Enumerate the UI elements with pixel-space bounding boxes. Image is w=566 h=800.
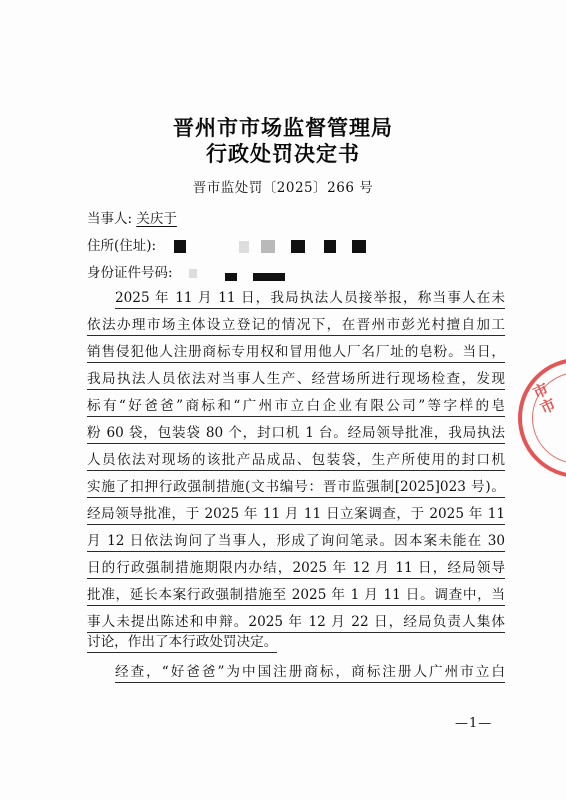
body-line: 事人未提出陈述和申辩。2025 年 12 月 22 日，经局负责人集体 <box>87 612 505 633</box>
body-line: 实施了扣押行政强制措施(文书编号：晋市监强制[2025]023 号)。 <box>87 477 505 498</box>
party-id-row <box>87 261 285 281</box>
party-id-label: 身份证件号码: <box>87 265 173 281</box>
document-number: 晋市监处罚〔2025〕266 号 <box>192 180 374 196</box>
official-seal <box>518 358 566 478</box>
body-line: 月 12 日依法询问了当事人，形成了询问笔录。因本案未能在 30 <box>87 531 505 552</box>
document-title-type: 行政处罚决定书 <box>206 141 360 166</box>
redaction-block <box>291 240 305 253</box>
body-line: 日的行政强制措施期限内办结，2025 年 12 月 11 日，经局领导 <box>87 558 505 579</box>
redaction-block <box>352 240 366 253</box>
body-line: 讨论，作出了本行政处罚决定。 <box>87 632 277 653</box>
redaction-block <box>189 269 197 278</box>
party-address-row <box>87 234 366 254</box>
party-address-label: 住所(住址): <box>87 238 157 254</box>
document-title-authority: 晋州市市场监督管理局 <box>173 115 393 140</box>
redaction-block <box>324 240 336 253</box>
body-line: 标有“好爸爸”商标和“广州市立白企业有限公司”等字样的皂 <box>87 396 505 417</box>
party-name-label: 当事人: <box>87 211 133 227</box>
body-line: 经查，“好爸爸”为中国注册商标，商标注册人广州市立白 <box>115 662 505 683</box>
redaction-block <box>174 240 186 253</box>
body-line: 2025 年 11 月 11 日，我局执法人员接举报，称当事人在未 <box>115 288 505 309</box>
page-number: —1— <box>455 716 493 731</box>
redaction-block <box>253 273 285 281</box>
body-line: 销售侵犯他人注册商标专用权和冒用他人厂名厂址的皂粉。当日， <box>87 342 505 363</box>
body-line: 人员依法对现场的该批产品成品、包装袋，生产所使用的封口机 <box>87 450 505 471</box>
body-line: 粉 60 袋，包装袋 80 个，封口机 1 台。经局领导批准，我局执法 <box>87 423 505 444</box>
body-line: 我局执法人员依法对当事人生产、经营场所进行现场检查，发现 <box>87 369 505 390</box>
body-line: 经局领导批准，于 2025 年 11 月 11 日立案调查，于 2025 年 11 <box>87 504 505 525</box>
party-name-row <box>87 207 177 227</box>
party-name-value: 关庆于 <box>136 211 177 227</box>
redaction-block <box>225 273 237 281</box>
redaction-block <box>239 241 249 253</box>
redaction-block <box>261 240 275 253</box>
official-seal-text: 市市 <box>530 379 559 418</box>
body-line: 批准，延长本案行政强制措施至 2025 年 1 月 11 日。调查中，当 <box>87 585 505 606</box>
body-line: 依法办理市场主体设立登记的情况下，在晋州市彭光村擅自加工 <box>87 315 505 336</box>
